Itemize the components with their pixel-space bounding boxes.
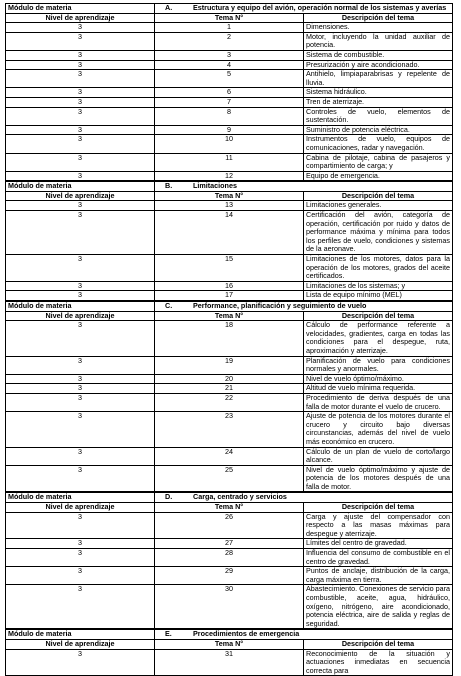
tema-cell: 3 [155, 50, 304, 60]
table-row [6, 649, 453, 676]
tema-cell: 26 [155, 512, 304, 539]
nivel-cell: 3 [6, 171, 155, 181]
module-label: Módulo de materia [6, 4, 155, 14]
table-row [6, 384, 453, 394]
module-label: Módulo de materia [6, 493, 155, 503]
nivel-cell: 3 [6, 255, 155, 282]
tema-cell: 11 [155, 153, 304, 171]
table-row [6, 291, 453, 301]
nivel-cell: 3 [6, 412, 155, 447]
module-label: Módulo de materia [6, 630, 155, 640]
descripcion-cell: Reconocimiento de la situación y actuaciones inmediatas en secuencia correcta para [304, 649, 453, 676]
descripcion-cell: Equipo de emergencia. [304, 171, 453, 181]
nivel-cell: 3 [6, 512, 155, 539]
descripcion-cell: Nivel de vuelo óptimo/máximo y ajuste de potencia de los motores después de una falla de motor. [304, 465, 453, 492]
descripcion-cell: Suministro de potencia eléctrica. [304, 125, 453, 135]
table-row [6, 171, 453, 181]
nivel-cell: 3 [6, 107, 155, 125]
descripcion-cell: Puntos de anclaje, distribución de la carga, carga máxima en tierra. [304, 567, 453, 585]
nivel-cell: 3 [6, 60, 155, 70]
descripcion-cell: Instrumentos de vuelo, equipos de comunicaciones, radar y navegación. [304, 135, 453, 153]
nivel-cell: 3 [6, 50, 155, 60]
table-row [6, 60, 453, 70]
table-row [6, 512, 453, 539]
tema-cell: 6 [155, 88, 304, 98]
tema-cell: 9 [155, 125, 304, 135]
descripcion-cell: Presurización y aire acondicionado. [304, 60, 453, 70]
nivel-cell: 3 [6, 153, 155, 171]
section-title-cell [155, 4, 453, 14]
nivel-header: Nivel de aprendizaje [6, 13, 155, 23]
tema-cell: 21 [155, 384, 304, 394]
descripcion-cell: Dimensiones. [304, 23, 453, 33]
column-header-row [6, 503, 453, 513]
table-row [6, 255, 453, 282]
tema-cell: 28 [155, 549, 304, 567]
tema-cell: 16 [155, 281, 304, 291]
table-row [6, 211, 453, 255]
descripcion-cell: Procedimiento de deriva después de una falla de motor durante el vuelo de crucero. [304, 393, 453, 411]
tema-cell: 4 [155, 60, 304, 70]
nivel-cell: 3 [6, 384, 155, 394]
nivel-cell: 3 [6, 567, 155, 585]
section-header-row [6, 302, 453, 312]
section-title: Performance, planificación y seguimiento de vuelo [193, 301, 367, 310]
descripcion-cell: Limitaciones de los motores, datos para la operación de los motores, grados del aceite certificados. [304, 255, 453, 282]
tema-cell: 18 [155, 321, 304, 356]
tema-cell: 20 [155, 374, 304, 384]
section-title-cell [155, 630, 453, 640]
descripcion-cell: Lista de equipo mínimo (MEL) [304, 291, 453, 301]
nivel-cell: 3 [6, 23, 155, 33]
table-row [6, 107, 453, 125]
tema-header: Tema N° [155, 503, 304, 513]
tema-header: Tema N° [155, 191, 304, 201]
nivel-cell: 3 [6, 393, 155, 411]
descripcion-cell: Limitaciones generales. [304, 201, 453, 211]
nivel-cell: 3 [6, 291, 155, 301]
descripcion-cell: Cabina de pilotaje, cabina de pasajeros y compartimiento de carga; y [304, 153, 453, 171]
tema-cell: 25 [155, 465, 304, 492]
column-header-row [6, 639, 453, 649]
nivel-cell: 3 [6, 135, 155, 153]
nivel-header: Nivel de aprendizaje [6, 503, 155, 513]
nivel-header: Nivel de aprendizaje [6, 311, 155, 321]
table-row [6, 97, 453, 107]
nivel-cell: 3 [6, 465, 155, 492]
tema-cell: 30 [155, 585, 304, 629]
descripcion-cell: Motor, incluyendo la unidad auxiliar de potencia. [304, 32, 453, 50]
nivel-cell: 3 [6, 649, 155, 676]
tema-cell: 24 [155, 447, 304, 465]
table-row [6, 539, 453, 549]
table-row [6, 356, 453, 374]
tema-cell: 29 [155, 567, 304, 585]
nivel-cell: 3 [6, 32, 155, 50]
table-row [6, 374, 453, 384]
nivel-header: Nivel de aprendizaje [6, 639, 155, 649]
tema-cell: 10 [155, 135, 304, 153]
tema-cell: 13 [155, 201, 304, 211]
table-row [6, 567, 453, 585]
table-row [6, 153, 453, 171]
tema-cell: 2 [155, 32, 304, 50]
tema-header: Tema N° [155, 639, 304, 649]
table-row [6, 447, 453, 465]
section-header-row [6, 630, 453, 640]
nivel-cell: 3 [6, 125, 155, 135]
table-row [6, 465, 453, 492]
descripcion-cell: Límites del centro de gravedad. [304, 539, 453, 549]
descripcion-cell: Cálculo de performance referente a velocidades, gradientes, carga en todas las condiciones para el despegue, ruta, aproximación y aterrizaje. [304, 321, 453, 356]
section-letter: A. [165, 3, 173, 12]
nivel-cell: 3 [6, 321, 155, 356]
section-table [5, 492, 453, 629]
table-row [6, 393, 453, 411]
nivel-cell: 3 [6, 447, 155, 465]
section-header-row [6, 182, 453, 192]
table-row [6, 549, 453, 567]
section-header-row [6, 4, 453, 14]
module-label: Módulo de materia [6, 302, 155, 312]
descripcion-header: Descripción del tema [304, 311, 453, 321]
tema-header: Tema N° [155, 311, 304, 321]
tema-cell: 1 [155, 23, 304, 33]
descripcion-header: Descripción del tema [304, 503, 453, 513]
syllabus-document [5, 3, 453, 676]
section-header-row [6, 493, 453, 503]
nivel-cell: 3 [6, 585, 155, 629]
nivel-cell: 3 [6, 281, 155, 291]
descripcion-cell: Nivel de vuelo óptimo/máximo. [304, 374, 453, 384]
nivel-cell: 3 [6, 88, 155, 98]
tema-cell: 22 [155, 393, 304, 411]
descripcion-header: Descripción del tema [304, 191, 453, 201]
section-title-cell [155, 302, 453, 312]
column-header-row [6, 191, 453, 201]
nivel-cell: 3 [6, 374, 155, 384]
table-row [6, 88, 453, 98]
section-letter: D. [165, 492, 173, 502]
nivel-cell: 3 [6, 97, 155, 107]
tema-cell: 19 [155, 356, 304, 374]
tema-cell: 5 [155, 70, 304, 88]
tema-cell: 27 [155, 539, 304, 549]
table-row [6, 585, 453, 629]
table-row [6, 50, 453, 60]
tema-cell: 7 [155, 97, 304, 107]
section-table [5, 301, 453, 492]
table-row [6, 321, 453, 356]
tema-cell: 8 [155, 107, 304, 125]
nivel-cell: 3 [6, 201, 155, 211]
table-row [6, 32, 453, 50]
descripcion-cell: Tren de aterrizaje. [304, 97, 453, 107]
descripcion-header: Descripción del tema [304, 639, 453, 649]
nivel-header: Nivel de aprendizaje [6, 191, 155, 201]
descripcion-cell: Antihielo, limpiaparabrisas y repelente de lluvia. [304, 70, 453, 88]
tema-cell: 14 [155, 211, 304, 255]
table-row [6, 281, 453, 291]
descripcion-cell: Certificación del avión, categoría de operación, certificación por ruido y datos de performance máxima y mínima para todos los perfiles de vuelo, condiciones y sistemas de la aeronave. [304, 211, 453, 255]
descripcion-cell: Carga y ajuste del compensador con respecto a las masas máximas para despegue y aterrizaje. [304, 512, 453, 539]
section-table [5, 629, 453, 676]
table-row [6, 412, 453, 447]
section-title: Procedimientos de emergencia [193, 629, 300, 639]
descripcion-cell: Planificación de vuelo para condiciones normales y anormales. [304, 356, 453, 374]
descripcion-cell: Controles de vuelo, elementos de sustentación. [304, 107, 453, 125]
section-letter: C. [165, 301, 173, 310]
nivel-cell: 3 [6, 211, 155, 255]
tema-cell: 31 [155, 649, 304, 676]
tema-cell: 12 [155, 171, 304, 181]
descripcion-cell: Abastecimiento. Conexiones de servicio para combustible, aceite, agua, hidráulico, oxígeno, nitrógeno, aire acondicionado, potencia eléctrica, aire de salida y reglas de seguridad. [304, 585, 453, 629]
section-table [5, 181, 453, 301]
descripcion-cell: Altitud de vuelo mínima requerida. [304, 384, 453, 394]
section-letter: B. [165, 181, 173, 191]
section-title: Estructura y equipo del avión, operación normal de los sistemas y averías [193, 3, 447, 12]
column-header-row [6, 311, 453, 321]
table-row [6, 125, 453, 135]
descripcion-cell: Sistema de combustible. [304, 50, 453, 60]
section-letter: E. [165, 629, 172, 639]
tema-cell: 17 [155, 291, 304, 301]
tema-header: Tema N° [155, 13, 304, 23]
descripcion-cell: Cálculo de un plan de vuelo de corto/largo alcance. [304, 447, 453, 465]
section-table [5, 3, 453, 181]
section-title: Carga, centrado y servicios [193, 492, 287, 502]
table-row [6, 135, 453, 153]
table-row [6, 23, 453, 33]
column-header-row [6, 13, 453, 23]
section-title-cell [155, 182, 453, 192]
section-title: Limitaciones [193, 181, 237, 191]
descripcion-header: Descripción del tema [304, 13, 453, 23]
nivel-cell: 3 [6, 539, 155, 549]
table-row [6, 70, 453, 88]
nivel-cell: 3 [6, 70, 155, 88]
tema-cell: 23 [155, 412, 304, 447]
descripcion-cell: Sistema hidráulico. [304, 88, 453, 98]
nivel-cell: 3 [6, 356, 155, 374]
tema-cell: 15 [155, 255, 304, 282]
descripcion-cell: Limitaciones de los sistemas; y [304, 281, 453, 291]
module-label: Módulo de materia [6, 182, 155, 192]
descripcion-cell: Influencia del consumo de combustible en el centro de gravedad. [304, 549, 453, 567]
nivel-cell: 3 [6, 549, 155, 567]
table-row [6, 201, 453, 211]
descripcion-cell: Ajuste de potencia de los motores durante el crucero y circuito bajo diversas circunstancias, además del nivel de vuelo más económico en crucero. [304, 412, 453, 447]
section-title-cell [155, 493, 453, 503]
